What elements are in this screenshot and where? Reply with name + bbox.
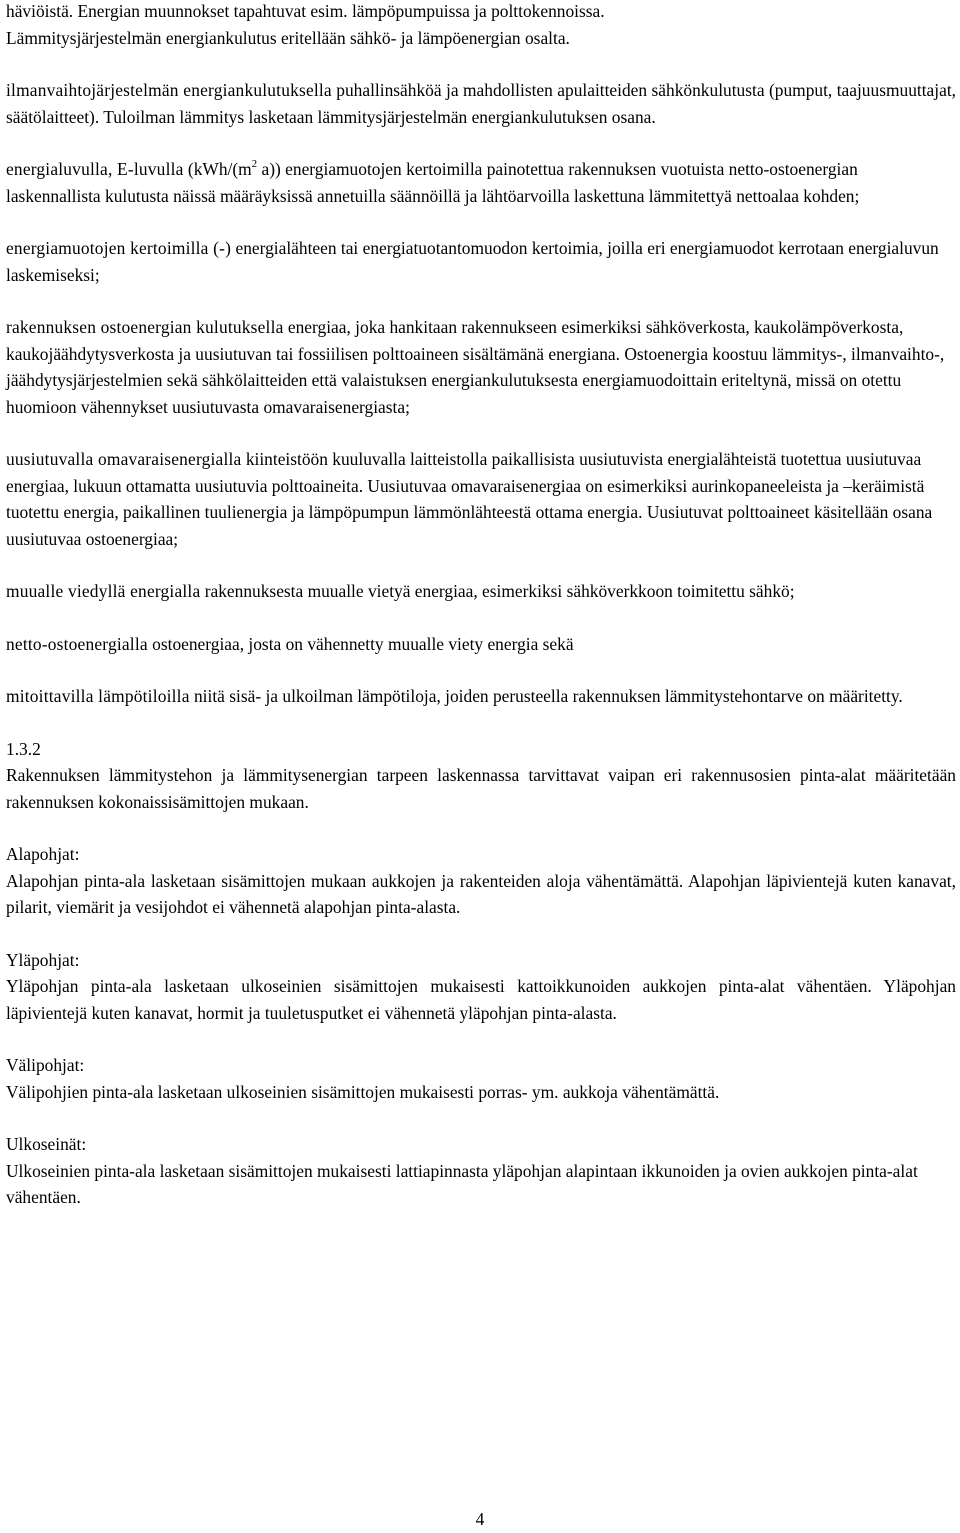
purchased-energy-definition <box>6 314 956 420</box>
exported-energy-term: muualle viedyllä energialla <box>6 581 201 601</box>
energy-factor-text: energialähteen tai energiatuotantomuodon kertoimia, joilla eri energiamuodot kerrotaan energialuvun laskemiseksi; <box>6 238 939 285</box>
purchased-energy-term: rakennuksen ostoenergian kulutuksella <box>6 317 284 337</box>
purchased-energy-text: energiaa, joka hankitaan rakennukseen esimerkiksi sähköverkosta, kaukolämpöverkosta, kaukojäähdytysverkosta ja uusiutuvan tai fossiilisen polttoaineen sisältämänä energiana. Ostoenergia koostuu lämmitys-, ilmanvaihto-, jäähdytysjärjestelmien sekä sähkölaitteiden että valaistuksen energiankulutuksesta energiamuodoittain eriteltynä, missä on otettu huomioon vähennykset uusiutuvasta omavaraisenergiasta; <box>6 317 945 417</box>
exported-energy-definition <box>6 578 956 605</box>
energy-number-unit-suffix: a)) <box>257 159 281 179</box>
renewable-self-energy-definition <box>6 446 956 552</box>
ulkoseinat-heading: Ulkoseinät: <box>6 1134 87 1154</box>
energy-number-definition <box>6 156 956 209</box>
net-purchased-energy-text: ostoenergiaa, josta on vähennetty muualle viety energia sekä <box>147 633 574 654</box>
energy-factor-term: energiamuotojen kertoimilla (-) <box>6 238 232 258</box>
design-temperature-definition <box>6 683 956 710</box>
ulkoseinat-text: Ulkoseinien pinta-ala lasketaan sisämittojen mukaisesti lattiapinnasta yläpohjan alapintaan ikkunoiden ja ovien aukkojen pinta-alat vähentäen. <box>6 1160 918 1207</box>
ventilation-definition <box>6 77 956 130</box>
renewable-self-energy-term: uusiutuvalla omavaraisenergialla <box>6 449 242 469</box>
valipohjat-heading: Välipohjat: <box>6 1055 85 1075</box>
document-page <box>6 0 956 1211</box>
alapohjat-text: Alapohjan pinta-ala lasketaan sisämittojen mukaan aukkojen ja rakenteiden aloja vähentämättä. Alapohjan läpivientejä kuten kanavat, pilarit, viemärit ja vesijohdot ei vähennetä alapohjan pinta-alasta. <box>6 870 956 917</box>
page-number: 4 <box>475 1509 485 1529</box>
design-temperature-text: niitä sisä- ja ulkoilman lämpötiloja, joiden perusteella rakennuksen lämmitystehontarve on määritetty. <box>189 686 903 706</box>
valipohjat-block <box>6 1052 956 1105</box>
energy-number-unit-prefix: (kWh/(m <box>183 159 252 179</box>
valipohjat-text: Välipohjien pinta-ala lasketaan ulkoseinien sisämittojen mukaisesti porras- ym. aukkoja vähentämättä. <box>6 1081 720 1102</box>
design-temperature-term: mitoittavilla lämpötiloilla <box>6 686 190 706</box>
top-fragment-line-2: Lämmitysjärjestelmän energiankulutus eritellään sähkö- ja lämpöenergian osalta. <box>6 27 570 48</box>
ylapohjat-text: Yläpohjan pinta-ala lasketaan ulkoseinien sisämittojen mukaisesti kattoikkunoiden aukkojen pinta-alat vähentäen. Yläpohjan läpivientejä kuten kanavat, hormit ja tuuletusputket ei vähennetä yläpohjan pinta-alasta. <box>6 976 956 1023</box>
exported-energy-text: rakennuksesta muualle vietyä energiaa, esimerkiksi sähköverkkoon toimitettu sähkö; <box>200 581 795 601</box>
ventilation-text: puhallinsähköä ja mahdollisten apulaitteiden sähkönkulutusta (pumput, taajuusmuuttajat, säätölaitteet). Tuloilman lämmitys lasketaan lämmitysjärjestelmän energiankulutuksen osana. <box>6 80 956 127</box>
energy-number-text: energiamuotojen kertoimilla painotettua rakennuksen vuotuista netto-ostoenergian laskennallista kulutusta näissä määräyksissä annetuilla säännöillä ja lähtöarvoilla laskettuna lämmitettyä nettoalaa kohden; <box>6 159 860 206</box>
section-text: Rakennuksen lämmitystehon ja lämmitysenergian tarpeen laskennassa tarvittavat vaipan eri rakennusosien pinta-alat määritetään rakennuksen kokonaissisämittojen mukaan. <box>6 765 956 812</box>
energy-factor-definition <box>6 235 956 288</box>
ylapohjat-block <box>6 947 956 1027</box>
section-1-3-2 <box>6 736 956 816</box>
ventilation-term: ilmanvaihtojärjestelmän energiankulutuksella <box>6 80 332 100</box>
net-purchased-energy-definition <box>6 631 956 658</box>
renewable-self-energy-text: kiinteistöön kuuluvalla laitteistolla paikallisista uusiutuvista energialähteistä tuotettua uusiutuvaa energiaa, lukuun ottamatta uusiutuvia polttoaineita. Uusiutuvaa omavaraisenergiaa on esimerkiksi aurinkopaneeleista ja –keräimistä tuotettu energia, paikallinen tuulienergia ja lämpöpumpun lämmönlähteestä ottama energia. Uusiutuvat polttoaineet käsitellään osana uusiutuvaa ostoenergiaa; <box>6 449 933 549</box>
section-number: 1.3.2 <box>6 738 41 759</box>
alapohjat-heading: Alapohjat: <box>6 844 80 864</box>
top-fragment-line-1: häviöistä. Energian muunnokset tapahtuvat esim. lämpöpumpuissa ja polttokennoissa. <box>6 1 605 21</box>
ulkoseinat-block <box>6 1131 956 1211</box>
ylapohjat-heading: Yläpohjat: <box>6 949 80 970</box>
top-fragment-paragraph <box>6 0 956 51</box>
net-purchased-energy-term: netto-ostoenergialla <box>6 633 148 654</box>
energy-number-unit-superscript: 2 <box>251 158 258 170</box>
energy-number-term: energialuvulla, E-luvulla <box>6 159 184 179</box>
alapohjat-block <box>6 841 956 921</box>
